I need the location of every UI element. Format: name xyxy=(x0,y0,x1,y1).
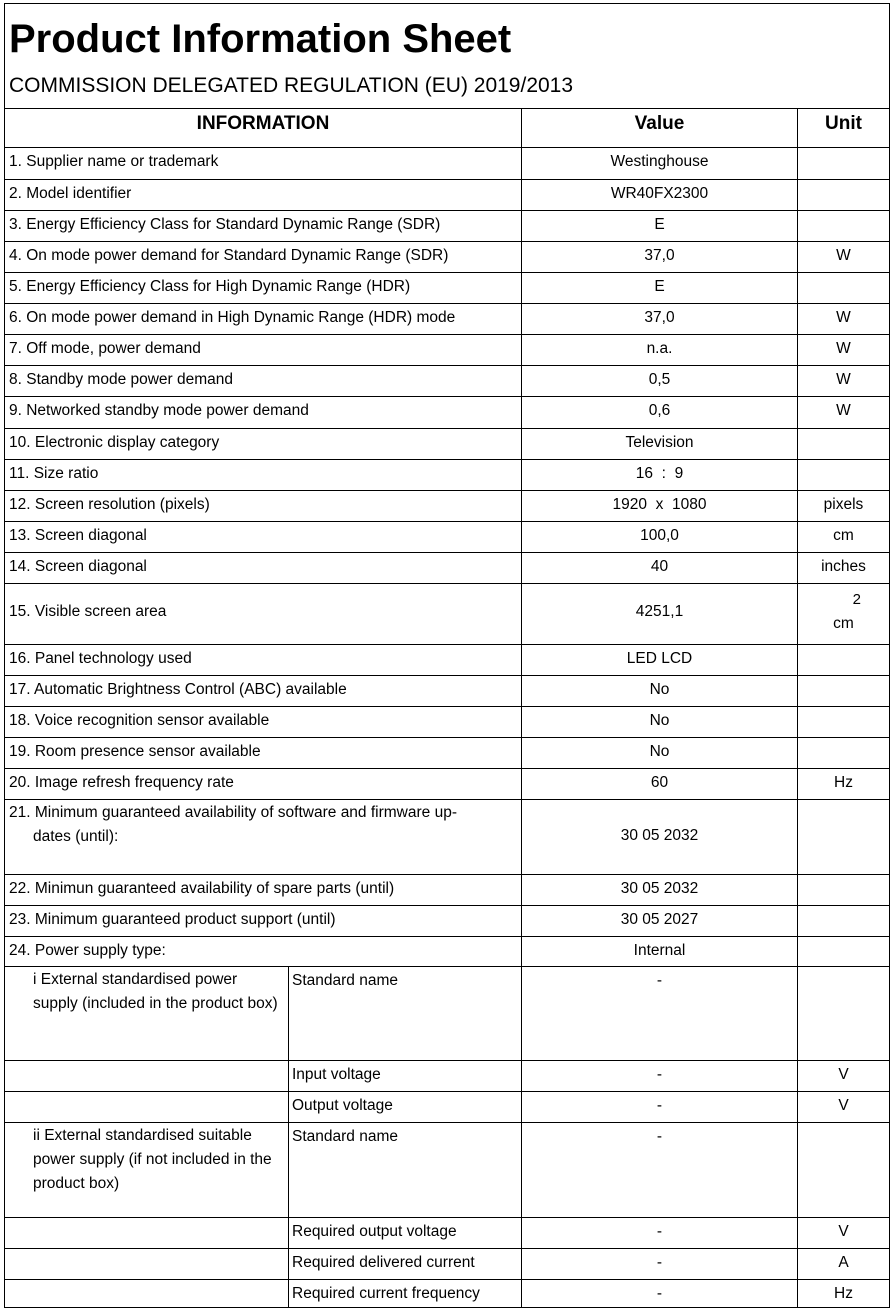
row-label-diagonal-cm: 13. Screen diagonal xyxy=(5,521,521,552)
row-value-standby: 0,5 xyxy=(521,365,797,396)
psu-empty-cell xyxy=(5,1248,288,1279)
row-value-spare-parts: 30 05 2032 xyxy=(521,874,797,905)
row-unit-voice-sensor xyxy=(797,706,889,737)
row-value-size-ratio: 16 : 9 xyxy=(521,459,797,490)
psu-output-voltage-unit: V xyxy=(797,1091,889,1122)
psu-standard-name-value: - xyxy=(521,966,797,1060)
psu-required-frequency-unit: Hz xyxy=(797,1279,889,1308)
row-label-networked-standby: 9. Networked standby mode power demand xyxy=(5,396,521,428)
row-label-power-supply-type: 24. Power supply type: xyxy=(5,936,521,966)
row-unit-product-support xyxy=(797,905,889,936)
row-value-sdr-class: E xyxy=(521,210,797,241)
row-unit-power-supply-type xyxy=(797,936,889,966)
row-value-hdr-power: 37,0 xyxy=(521,303,797,334)
psu-external-included-label: i External standardised power supply (included in the product box) xyxy=(5,966,288,1060)
row-value-model: WR40FX2300 xyxy=(521,179,797,210)
psu-required-output-voltage-label: Required output voltage xyxy=(288,1217,521,1248)
column-header-information: INFORMATION xyxy=(5,108,521,147)
row-unit-standby: W xyxy=(797,365,889,396)
psu-suitable-standard-name-unit xyxy=(797,1122,889,1217)
row-unit-screen-area xyxy=(797,583,889,644)
row-label-diagonal-inches: 14. Screen diagonal xyxy=(5,552,521,583)
regulation-subtitle: COMMISSION DELEGATED REGULATION (EU) 2019/2013 xyxy=(9,74,574,97)
row-unit-display-category xyxy=(797,428,889,459)
row-label-resolution: 12. Screen resolution (pixels) xyxy=(5,490,521,521)
row-unit-networked-standby: W xyxy=(797,396,889,428)
row-value-abc: No xyxy=(521,675,797,706)
row-value-supplier: Westinghouse xyxy=(521,147,797,179)
row-label-abc: 17. Automatic Brightness Control (ABC) available xyxy=(5,675,521,706)
row-unit-presence-sensor xyxy=(797,737,889,768)
psu-input-voltage-value: - xyxy=(521,1060,797,1091)
row-label-presence-sensor: 19. Room presence sensor available xyxy=(5,737,521,768)
row-value-diagonal-cm: 100,0 xyxy=(521,521,797,552)
row-value-screen-area: 4251,1 xyxy=(521,583,797,644)
row-label-model: 2. Model identifier xyxy=(5,179,521,210)
row-label-supplier: 1. Supplier name or trademark xyxy=(5,147,521,179)
row-value-networked-standby: 0,6 xyxy=(521,396,797,428)
psu-suitable-standard-name-label: Standard name xyxy=(288,1122,521,1217)
row-unit-supplier xyxy=(797,147,889,179)
psu-required-current-label: Required delivered current xyxy=(288,1248,521,1279)
column-header-value: Value xyxy=(521,108,797,147)
row-unit-diagonal-cm: cm xyxy=(797,521,889,552)
row-label-display-category: 10. Electronic display category xyxy=(5,428,521,459)
row-value-software-updates: 30 05 2032 xyxy=(521,799,797,874)
psu-standard-name-label: Standard name xyxy=(288,966,521,1060)
psu-input-voltage-unit: V xyxy=(797,1060,889,1091)
row-value-hdr-class: E xyxy=(521,272,797,303)
row-unit-model xyxy=(797,179,889,210)
psu-required-frequency-value: - xyxy=(521,1279,797,1308)
row-label-software-updates xyxy=(5,799,521,874)
psu-standard-name-unit xyxy=(797,966,889,1060)
psu-external-suitable-label: ii External standardised suitable power supply (if not included in the product box) xyxy=(5,1122,288,1217)
row-unit-refresh-rate: Hz xyxy=(797,768,889,799)
psu-empty-cell xyxy=(5,1091,288,1122)
product-information-sheet xyxy=(4,3,890,1308)
row-value-panel-tech: LED LCD xyxy=(521,644,797,675)
row-value-sdr-power: 37,0 xyxy=(521,241,797,272)
row-label-software-updates-line2: dates (until): xyxy=(33,828,119,845)
row-value-resolution: 1920 x 1080 xyxy=(521,490,797,521)
row-unit-resolution: pixels xyxy=(797,490,889,521)
psu-empty-cell xyxy=(5,1217,288,1248)
row-label-size-ratio: 11. Size ratio xyxy=(5,459,521,490)
row-unit-abc xyxy=(797,675,889,706)
row-label-spare-parts: 22. Minimun guaranteed availability of spare parts (until) xyxy=(5,874,521,905)
column-header-unit: Unit xyxy=(797,108,889,147)
psu-output-voltage-value: - xyxy=(521,1091,797,1122)
row-label-sdr-power: 4. On mode power demand for Standard Dynamic Range (SDR) xyxy=(5,241,521,272)
row-value-presence-sensor: No xyxy=(521,737,797,768)
row-unit-sdr-class xyxy=(797,210,889,241)
row-label-software-updates-line1: 21. Minimum guaranteed availability of software and firmware up- xyxy=(9,804,457,821)
psu-required-output-voltage-unit: V xyxy=(797,1217,889,1248)
psu-required-current-value: - xyxy=(521,1248,797,1279)
row-label-voice-sensor: 18. Voice recognition sensor available xyxy=(5,706,521,737)
page-title: Product Information Sheet xyxy=(9,17,512,61)
psu-required-output-voltage-value: - xyxy=(521,1217,797,1248)
psu-output-voltage-label: Output voltage xyxy=(288,1091,521,1122)
row-unit-hdr-power: W xyxy=(797,303,889,334)
row-label-standby: 8. Standby mode power demand xyxy=(5,365,521,396)
row-unit-hdr-class xyxy=(797,272,889,303)
row-label-hdr-power: 6. On mode power demand in High Dynamic Range (HDR) mode xyxy=(5,303,521,334)
row-unit-size-ratio xyxy=(797,459,889,490)
row-label-product-support: 23. Minimum guaranteed product support (until) xyxy=(5,905,521,936)
row-unit-sdr-power: W xyxy=(797,241,889,272)
row-unit-spare-parts xyxy=(797,874,889,905)
row-value-product-support: 30 05 2027 xyxy=(521,905,797,936)
row-label-refresh-rate: 20. Image refresh frequency rate xyxy=(5,768,521,799)
psu-required-frequency-label: Required current frequency xyxy=(288,1279,521,1308)
row-value-refresh-rate: 60 xyxy=(521,768,797,799)
row-value-display-category: Television xyxy=(521,428,797,459)
unit-superscript: 2 xyxy=(852,591,861,608)
row-label-off-mode: 7. Off mode, power demand xyxy=(5,334,521,365)
row-unit-software-updates xyxy=(797,799,889,874)
row-value-voice-sensor: No xyxy=(521,706,797,737)
row-label-sdr-class: 3. Energy Efficiency Class for Standard Dynamic Range (SDR) xyxy=(5,210,521,241)
psu-input-voltage-label: Input voltage xyxy=(288,1060,521,1091)
row-label-hdr-class: 5. Energy Efficiency Class for High Dynamic Range (HDR) xyxy=(5,272,521,303)
psu-empty-cell xyxy=(5,1279,288,1308)
row-unit-diagonal-inches: inches xyxy=(797,552,889,583)
row-unit-panel-tech xyxy=(797,644,889,675)
psu-required-current-unit: A xyxy=(797,1248,889,1279)
unit-base: cm xyxy=(833,615,854,632)
row-value-power-supply-type: Internal xyxy=(521,936,797,966)
row-value-off-mode: n.a. xyxy=(521,334,797,365)
row-label-screen-area: 15. Visible screen area xyxy=(5,583,521,644)
row-unit-off-mode: W xyxy=(797,334,889,365)
psu-suitable-standard-name-value: - xyxy=(521,1122,797,1217)
row-label-panel-tech: 16. Panel technology used xyxy=(5,644,521,675)
information-table xyxy=(5,108,889,1308)
row-value-diagonal-inches: 40 xyxy=(521,552,797,583)
psu-empty-cell xyxy=(5,1060,288,1091)
